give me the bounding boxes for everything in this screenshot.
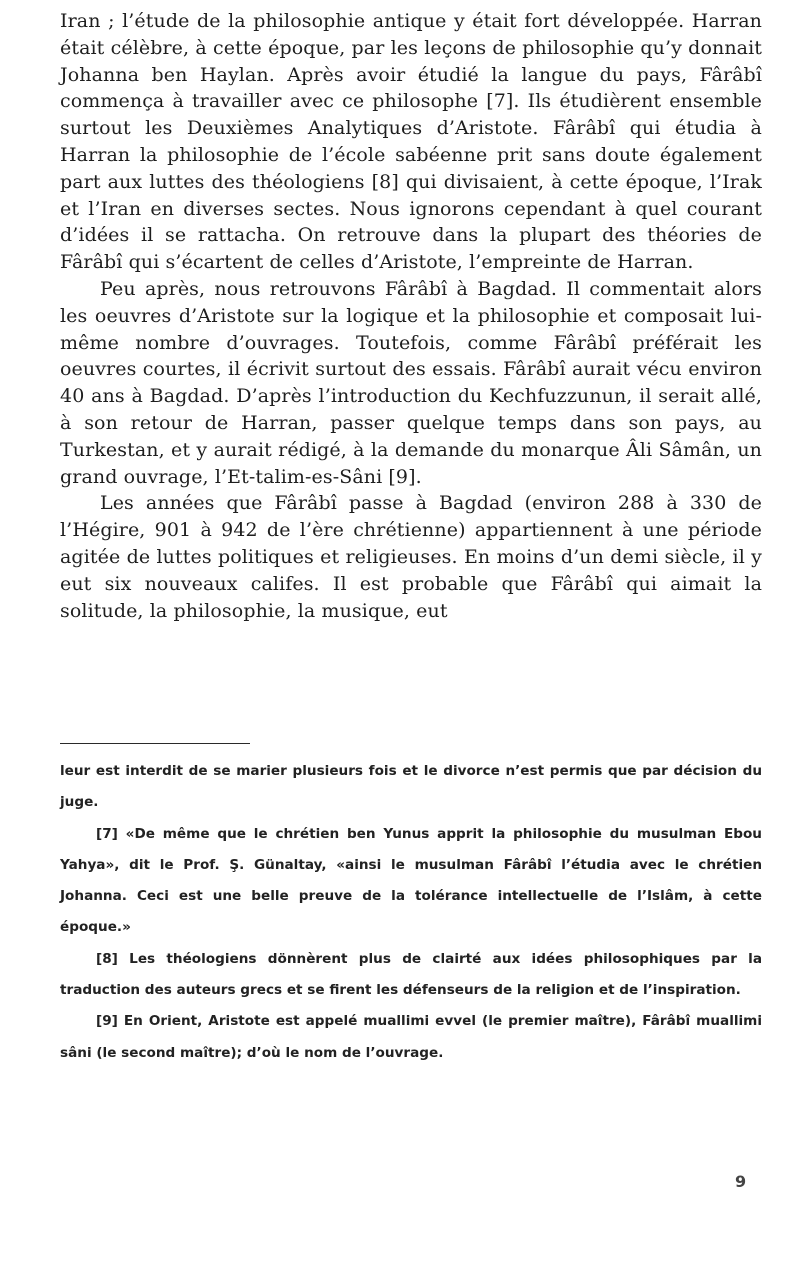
paragraph-2: Peu après, nous retrouvons Fârâbî à Bagdad. Il commentait alors les oeuvres d’Aristote sur la logique et la philosophie et composait lui-même nombre d’ouvrages. Toutefois, comme Fârâbî préférait les oeuvres courtes, il écrivit surtout des essais. Fârâbî aurait vécu environ 40 ans à Bagdad. D’après l’introduction du Kechfuzzunun, il serait allé, à son retour de Harran, passer quelque temps dans son pays, au Turkestan, et y aurait rédigé, à la demande du monarque Âli Sâmân, un grand ouvrage, l’Et-talim-es-Sâni [9].	[60, 277, 762, 488]
footnote-8: [8] Les théologiens dönnèrent plus de clairté aux idées philosophiques par la traduction des auteurs grecs et se firent les défenseurs de la religion et de l’inspiration.	[60, 950, 762, 999]
page-number: 9	[735, 1172, 747, 1191]
footnote-continuation: leur est interdit de se marier plusieurs fois et le divorce n’est permis que par décision du juge.	[60, 763, 762, 811]
footnote-7: [7] «De même que le chrétien ben Yunus apprit la philosophie du musulman Ebou Yahya», dit le Prof. Ş. Günaltay, «ainsi le musulman Fârâbî l’étudia avec le chrétien Johanna. Ceci est une belle preuve de la tolérance intellectuelle de l’Islâm, à cette époque.»	[60, 825, 762, 936]
footnotes	[60, 756, 762, 1069]
footnote-9: [9] En Orient, Aristote est appelé muallimi evvel (le premier maître), Fârâbî muallimi sâni (le second maître); d’où le nom de l’ouvrage.	[60, 1013, 762, 1061]
paragraph-1: Iran ; l’étude de la philosophie antique y était fort développée. Harran était célèbre, à cette époque, par les leçons de philosophie qu’y donnait Johanna ben Haylan. Après avoir étudié la langue du pays, Fârâbî commença à travailler avec ce philosophe [7]. Ils étudièrent ensemble surtout les Deuxièmes Analytiques d’Aristote. Fârâbî qui étudia à Harran la philosophie de l’école sabéenne prit sans doute également part aux luttes des théologiens [8] qui divisaient, à cette époque, l’Irak et l’Iran en diverses sectes. Nous ignorons cependant à quel courant d’idées il se rattacha. On retrouve dans la plupart des théories de Fârâbî qui s’écartent de celles d’Aristote, l’empreinte de Harran.	[60, 10, 762, 274]
main-text	[60, 8, 762, 624]
paragraph-3: Les années que Fârâbî passe à Bagdad (environ 288 à 330 de l’Hégire, 901 à 942 de l’ère chrétienne) appartiennent à une période agitée de luttes politiques et religieuses. En moins d’un demi siècle, il y eut six nouveaux califes. Il est probable que Fârâbî qui aimait la solitude, la philosophie, la musique, eut	[60, 492, 762, 622]
footnote-separator	[60, 743, 250, 744]
